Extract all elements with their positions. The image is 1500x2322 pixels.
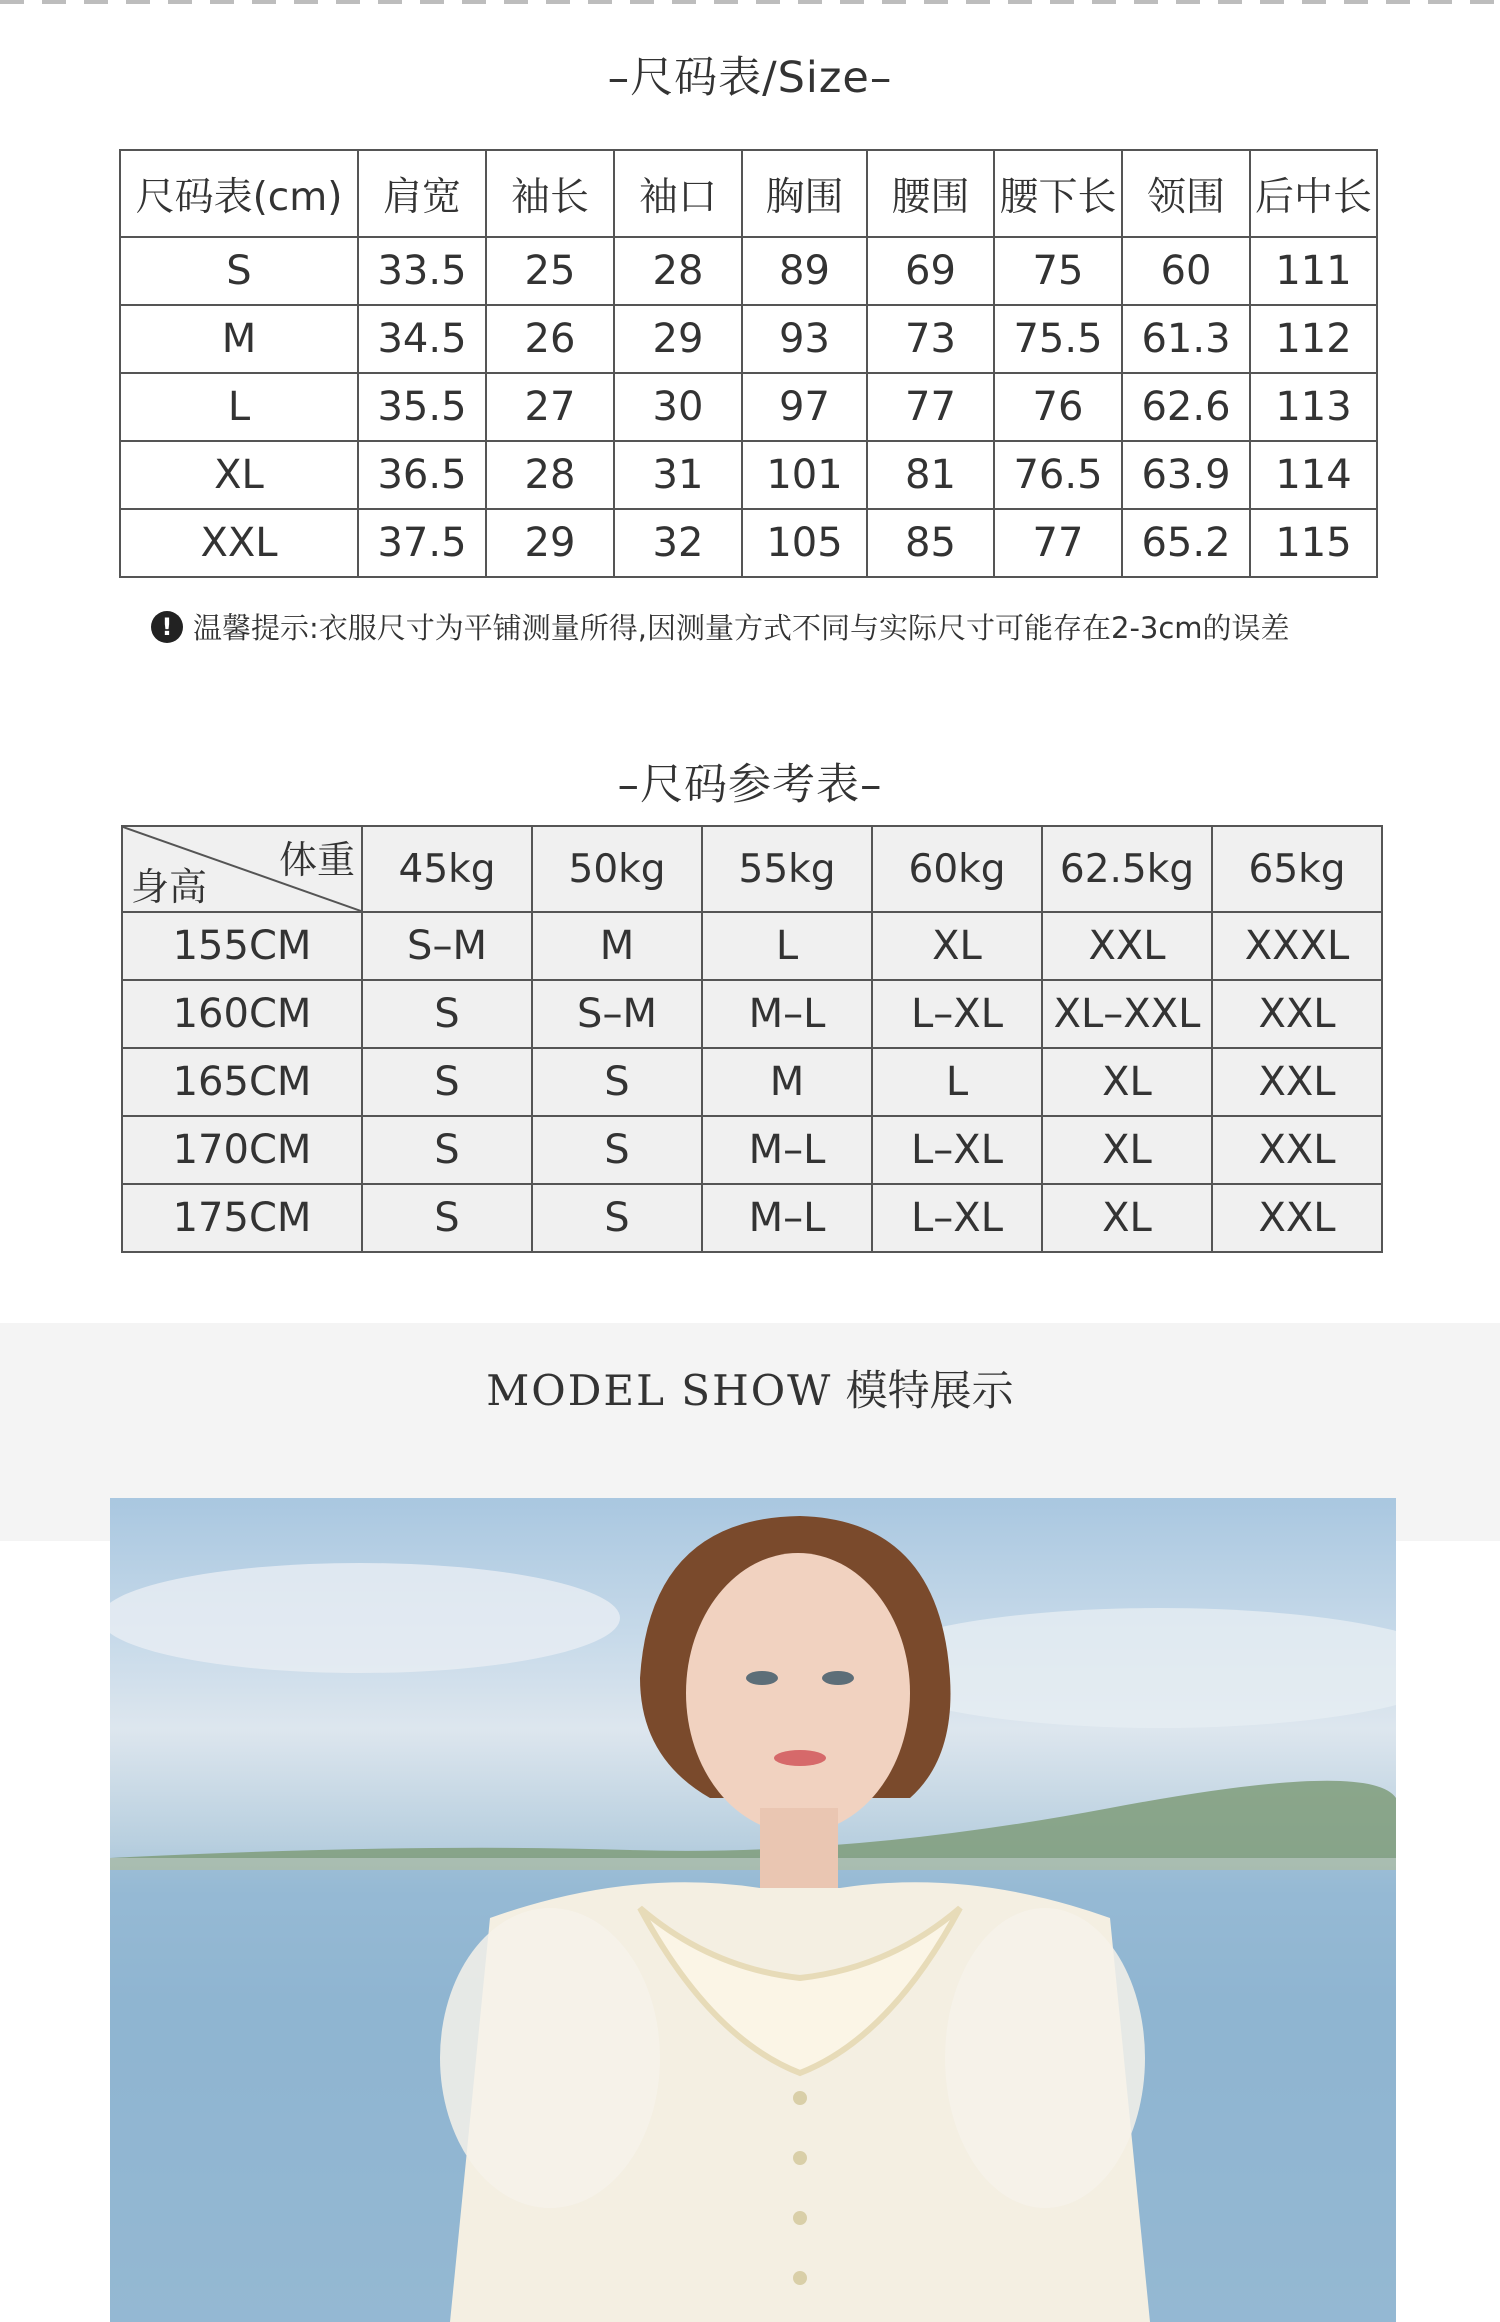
model-photo-illustration: [110, 1498, 1396, 2322]
height-label-cell: 165CM: [122, 1048, 362, 1116]
table-cell: 105: [742, 509, 867, 577]
table-cell: S: [532, 1116, 702, 1184]
header-cell: 尺码表(cm): [120, 150, 358, 237]
table-cell: 114: [1250, 441, 1377, 509]
table-cell: S: [362, 1184, 532, 1252]
table-cell: 85: [867, 509, 994, 577]
table-cell: L–XL: [872, 1116, 1042, 1184]
size-chart-title: –尺码表/Size–: [607, 53, 893, 103]
table-cell: 101: [742, 441, 867, 509]
table-cell: 32: [614, 509, 742, 577]
table-cell: 37.5: [358, 509, 486, 577]
table-cell: XL: [872, 912, 1042, 980]
table-cell: 35.5: [358, 373, 486, 441]
table-cell: XL: [1042, 1116, 1212, 1184]
table-cell: S–M: [362, 912, 532, 980]
table-row: [120, 305, 1377, 373]
table-cell: S: [362, 1116, 532, 1184]
table-cell: 26: [486, 305, 614, 373]
table-cell: 29: [614, 305, 742, 373]
exclamation-circle-icon: !: [151, 611, 183, 643]
size-label-cell: XXL: [120, 509, 358, 577]
table-cell: 73: [867, 305, 994, 373]
table-cell: 27: [486, 373, 614, 441]
header-cell: 袖长: [486, 150, 614, 237]
table-cell: 111: [1250, 237, 1377, 305]
header-cell: 领围: [1122, 150, 1250, 237]
reference-chart-title: –尺码参考表–: [617, 760, 883, 810]
height-label-cell: 170CM: [122, 1116, 362, 1184]
size-chart-table: [119, 149, 1378, 578]
table-cell: 34.5: [358, 305, 486, 373]
table-cell: S: [362, 980, 532, 1048]
table-cell: 28: [486, 441, 614, 509]
weight-header-cell: 55kg: [702, 826, 872, 912]
table-row: [120, 373, 1377, 441]
header-cell: 肩宽: [358, 150, 486, 237]
table-cell: XL: [1042, 1184, 1212, 1252]
table-cell: M: [702, 1048, 872, 1116]
table-cell: L: [702, 912, 872, 980]
top-dashed-divider: [0, 0, 1500, 4]
table-cell: XXL: [1212, 980, 1382, 1048]
table-row: [122, 1048, 1382, 1116]
table-cell: 33.5: [358, 237, 486, 305]
table-cell: M–L: [702, 1116, 872, 1184]
height-label-cell: 155CM: [122, 912, 362, 980]
table-cell: 112: [1250, 305, 1377, 373]
table-cell: XXL: [1212, 1116, 1382, 1184]
table-row: [122, 1116, 1382, 1184]
table-cell: L–XL: [872, 1184, 1042, 1252]
weight-header-cell: 62.5kg: [1042, 826, 1212, 912]
table-row: [120, 237, 1377, 305]
table-row: [122, 912, 1382, 980]
table-cell: 81: [867, 441, 994, 509]
table-cell: M–L: [702, 1184, 872, 1252]
table-cell: 76: [994, 373, 1122, 441]
model-photo: [110, 1498, 1396, 2322]
table-cell: 36.5: [358, 441, 486, 509]
table-cell: 75.5: [994, 305, 1122, 373]
table-cell: 115: [1250, 509, 1377, 577]
table-cell: S: [532, 1048, 702, 1116]
header-cell: 袖口: [614, 150, 742, 237]
table-row: [122, 1184, 1382, 1252]
weight-header-cell: 65kg: [1212, 826, 1382, 912]
table-cell: 25: [486, 237, 614, 305]
table-cell: XXL: [1212, 1184, 1382, 1252]
table-cell: 61.3: [1122, 305, 1250, 373]
weight-header-cell: 50kg: [532, 826, 702, 912]
table-cell: 60: [1122, 237, 1250, 305]
size-label-cell: L: [120, 373, 358, 441]
header-cell: 胸围: [742, 150, 867, 237]
table-cell: XL–XXL: [1042, 980, 1212, 1048]
model-show-title: [0, 1358, 1500, 1418]
measurement-note-text: 温馨提示:衣服尺寸为平铺测量所得,因测量方式不同与实际尺寸可能存在2-3cm的误差: [193, 611, 1290, 645]
table-row: [120, 509, 1377, 577]
weight-header-cell: 60kg: [872, 826, 1042, 912]
table-cell: 77: [994, 509, 1122, 577]
table-cell: 28: [614, 237, 742, 305]
reference-header-row: [122, 826, 1382, 912]
table-cell: XXL: [1212, 1048, 1382, 1116]
table-row: [120, 441, 1377, 509]
height-label-cell: 175CM: [122, 1184, 362, 1252]
table-cell: 65.2: [1122, 509, 1250, 577]
header-cell: 腰下长: [994, 150, 1122, 237]
table-cell: S: [532, 1184, 702, 1252]
model-show-title-en: MODEL SHOW: [486, 1366, 833, 1415]
measurement-note: [151, 606, 1290, 647]
size-label-cell: S: [120, 237, 358, 305]
table-cell: S–M: [532, 980, 702, 1048]
table-cell: XXXL: [1212, 912, 1382, 980]
table-cell: S: [362, 1048, 532, 1116]
table-cell: 63.9: [1122, 441, 1250, 509]
corner-weight-label: 体重: [278, 838, 355, 882]
table-cell: XXL: [1042, 912, 1212, 980]
table-cell: M: [532, 912, 702, 980]
table-row: [122, 980, 1382, 1048]
header-cell: 后中长: [1250, 150, 1377, 237]
size-label-cell: XL: [120, 441, 358, 509]
corner-cell: [122, 826, 362, 912]
weight-header-cell: 45kg: [362, 826, 532, 912]
table-cell: L: [872, 1048, 1042, 1116]
height-label-cell: 160CM: [122, 980, 362, 1048]
model-show-title-zh: 模特展示: [845, 1366, 1014, 1415]
table-cell: 62.6: [1122, 373, 1250, 441]
table-cell: 77: [867, 373, 994, 441]
table-cell: 30: [614, 373, 742, 441]
table-cell: 113: [1250, 373, 1377, 441]
table-cell: L–XL: [872, 980, 1042, 1048]
header-cell: 腰围: [867, 150, 994, 237]
table-cell: M–L: [702, 980, 872, 1048]
table-cell: 93: [742, 305, 867, 373]
table-cell: 29: [486, 509, 614, 577]
size-label-cell: M: [120, 305, 358, 373]
table-cell: 31: [614, 441, 742, 509]
size-reference-table: [121, 825, 1383, 1253]
corner-height-label: 身高: [131, 865, 208, 909]
table-cell: 75: [994, 237, 1122, 305]
table-cell: 76.5: [994, 441, 1122, 509]
table-cell: XL: [1042, 1048, 1212, 1116]
size-chart-header-row: [120, 150, 1377, 237]
table-cell: 97: [742, 373, 867, 441]
table-cell: 69: [867, 237, 994, 305]
table-cell: 89: [742, 237, 867, 305]
